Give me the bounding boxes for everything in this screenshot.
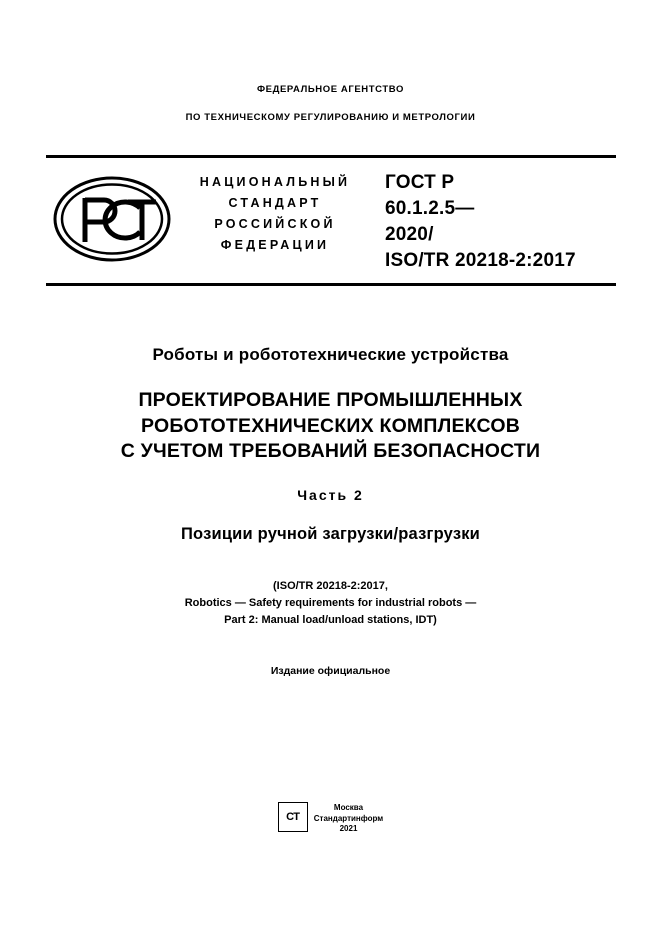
designation-line-2: 60.1.2.5— bbox=[385, 198, 475, 219]
iso-reference-line-3: Part 2: Manual load/unload stations, IDT) bbox=[224, 614, 437, 626]
standartinform-logo-text: СТ bbox=[286, 811, 300, 823]
gost-r-emblem-icon bbox=[52, 166, 172, 272]
document-main-title: Роботы и робототехнические устройства bbox=[152, 345, 509, 364]
national-line-1: НАЦИОНАЛЬНЫЙ bbox=[199, 175, 351, 189]
national-line-4: ФЕДЕРАЦИИ bbox=[220, 238, 330, 252]
document-part-label: Часть 2 bbox=[297, 486, 364, 503]
agency-line-2: ПО ТЕХНИЧЕСКОМУ РЕГУЛИРОВАНИЮ И МЕТРОЛОГИИ bbox=[185, 112, 476, 123]
national-standard-words bbox=[180, 172, 370, 256]
iso-reference-line-2: Robotics — Safety requirements for industrial robots — bbox=[184, 597, 477, 609]
publisher-text bbox=[314, 802, 383, 835]
divider-bottom bbox=[46, 283, 616, 286]
title-block bbox=[0, 345, 661, 544]
publisher-name: Стандартинформ bbox=[313, 813, 384, 823]
caps-line-1: ПРОЕКТИРОВАНИЕ ПРОМЫШЛЕННЫХ bbox=[138, 389, 523, 411]
document-subtitle: Позиции ручной загрузки/разгрузки bbox=[180, 524, 481, 543]
agency-line-1: ФЕДЕРАЛЬНОЕ АГЕНТСТВО bbox=[256, 84, 405, 95]
document-caps-title bbox=[0, 388, 661, 465]
iso-reference-line-1: (ISO/TR 20218-2:2017, bbox=[273, 580, 388, 592]
standard-designation bbox=[385, 170, 625, 274]
publisher-year: 2021 bbox=[339, 824, 358, 833]
publisher-city: Москва bbox=[333, 803, 364, 812]
agency-header bbox=[0, 84, 661, 123]
national-line-3: РОССИЙСКОЙ bbox=[214, 217, 336, 231]
divider-top bbox=[46, 155, 616, 158]
standartinform-logo-icon bbox=[278, 802, 308, 832]
designation-line-3: 2020/ bbox=[385, 224, 434, 245]
iso-reference bbox=[0, 578, 661, 629]
national-line-2: СТАНДАРТ bbox=[228, 196, 322, 210]
publisher-footer bbox=[0, 802, 661, 835]
caps-line-2: РОБОТОТЕХНИЧЕСКИХ КОМПЛЕКСОВ bbox=[141, 414, 520, 437]
caps-line-3: С УЧЕТОМ ТРЕБОВАНИЙ БЕЗОПАСНОСТИ bbox=[120, 440, 541, 462]
designation-line-1: ГОСТ Р bbox=[385, 172, 455, 193]
designation-line-4: ISO/TR 20218-2:2017 bbox=[385, 250, 576, 271]
official-edition-note: Издание официальное bbox=[270, 665, 391, 677]
